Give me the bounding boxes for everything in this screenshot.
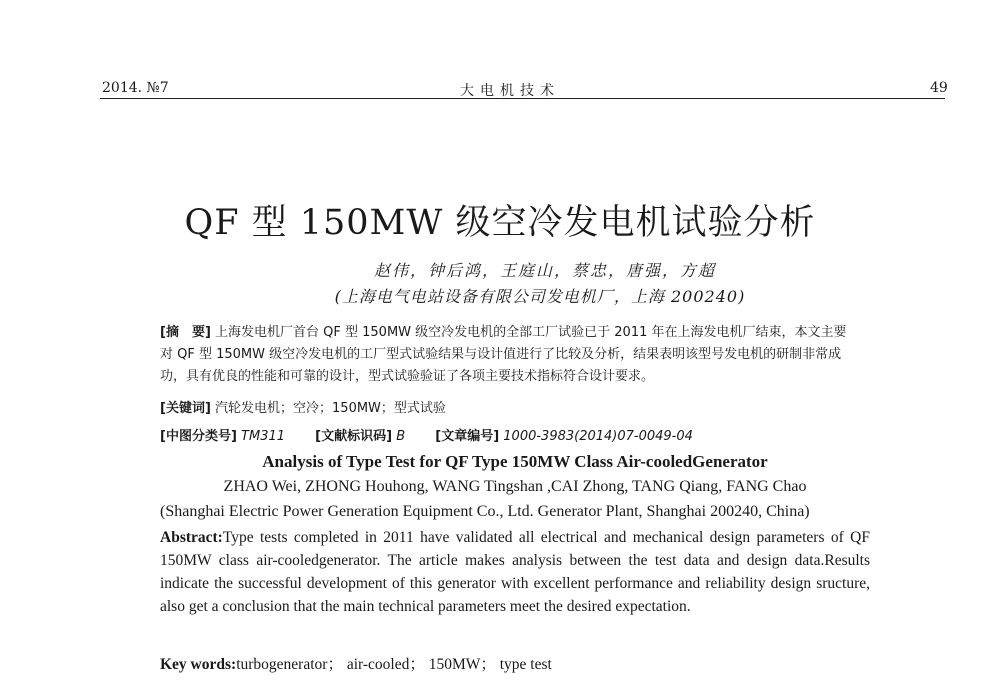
keywords-en [160, 652, 870, 674]
page-number: 49 [930, 80, 948, 96]
authors-zh: 赵伟，钟后鸿，王庭山，蔡忠，唐强，方超 [373, 261, 716, 280]
abstract-en-text: Type tests completed in 2011 have validated all electrical and mechanical design parameters of QF 150MW class air-cooledgenerator. The article makes analysis between the test data and design data.Results indicate the successful development of this generator with excellent performance and reliability design sructure, also get a conclusion that the main technical parameters meet the desired expectation. [160, 529, 870, 615]
paper-title-en: Analysis of Type Test for QF Type 150MW Class Air-cooledGenerator [262, 452, 768, 471]
journal-name: 大电机技术 [460, 83, 560, 99]
header-rule [100, 98, 945, 99]
clc-number: [中图分类号] TM311 [160, 429, 286, 444]
authors-en: ZHAO Wei, ZHONG Houhong, WANG Tingshan ,CAI Zhong, TANG Qiang, FANG Chao [223, 478, 807, 495]
paper-title: QF 型 150MW 级空冷发电机试验分析 [184, 203, 816, 243]
abstract-zh [160, 322, 855, 388]
keywords-en-text: turbogenerator； air-cooled； 150MW； type test [236, 656, 552, 673]
keywords-en-label: Key words: [160, 656, 237, 673]
journal-issue: 2014. №7 [102, 80, 169, 96]
abstract-zh-label: [摘 要] [160, 325, 211, 340]
abstract-zh-text: 上海发电机厂首台 QF 型 150MW 级空冷发电机的全部工厂试验已于 2011 年在上海发电机厂结束，本文主要对 QF 型 150MW 级空冷发电机的工厂型式试验结果与设计值进行了比较及分析，结果表明该型号发电机的研制非常成功，具有优良的性能和可靠的设计，型式试验验证了各项主要技术指标符合设计要求。 [160, 325, 847, 384]
keywords-zh [160, 398, 855, 420]
keywords-zh-text: 汽轮发电机；空冷；150MW；型式试验 [215, 401, 446, 416]
affiliation-en: (Shanghai Electric Power Generation Equipment Co., Ltd. Generator Plant, Shanghai 200240, China) [160, 503, 810, 520]
document-code: [文献标识码] B [315, 429, 406, 444]
abstract-en [160, 526, 870, 618]
classification-line [160, 426, 855, 448]
abstract-en-label: Abstract: [160, 529, 223, 546]
article-number: [文章编号] 1000-3983(2014)07-0049-04 [435, 429, 693, 444]
affiliation-zh: (上海电气电站设备有限公司发电机厂，上海 200240) [334, 287, 746, 306]
keywords-zh-label: [关键词] [160, 401, 211, 416]
